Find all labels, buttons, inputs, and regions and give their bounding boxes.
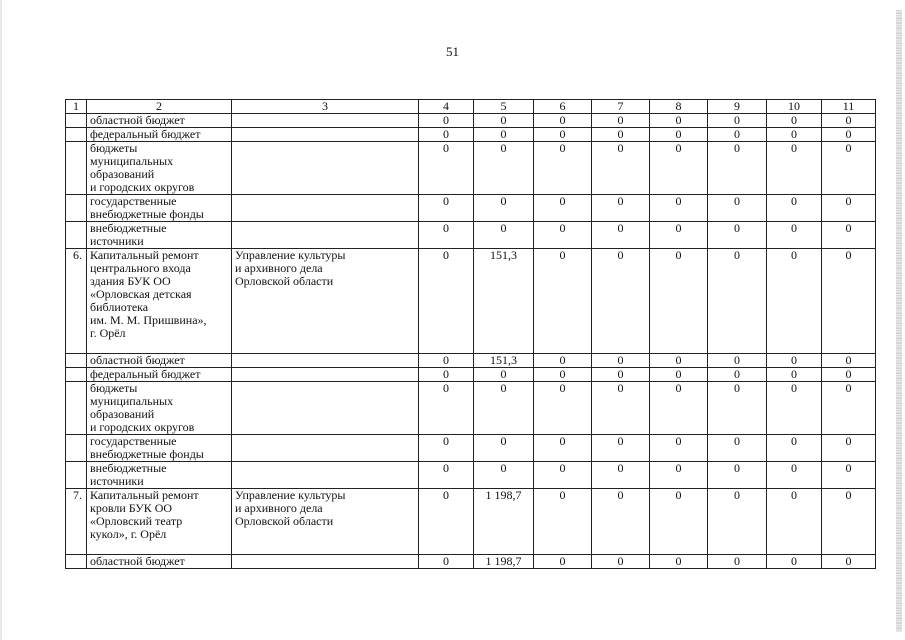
value-cell: 0 [534,489,592,555]
header-cell: 11 [822,100,876,114]
value-cell: 0 [534,382,592,435]
value-cell: 0 [822,249,876,354]
value-cell: 0 [534,368,592,382]
value-cell: 0 [767,222,822,249]
row-name-cell: областной бюджет [87,114,232,128]
value-cell: 0 [767,382,822,435]
value-cell: 0 [650,354,708,368]
value-cell: 0 [650,128,708,142]
value-cell: 0 [474,368,534,382]
value-cell: 0 [708,555,767,569]
value-cell: 0 [419,195,474,222]
header-cell: 8 [650,100,708,114]
value-cell: 0 [708,114,767,128]
budget-table [65,99,876,569]
value-cell: 0 [534,222,592,249]
value-cell: 0 [708,195,767,222]
value-cell: 1 198,7 [474,489,534,555]
value-cell: 0 [419,435,474,462]
value-cell: 0 [822,195,876,222]
value-cell: 0 [822,114,876,128]
header-cell: 1 [66,100,87,114]
header-cell: 9 [708,100,767,114]
value-cell: 0 [592,435,650,462]
value-cell: 0 [419,222,474,249]
value-cell: 0 [534,435,592,462]
row-name-cell: внебюджетные источники [87,222,232,249]
value-cell: 0 [822,489,876,555]
value-cell: 0 [767,249,822,354]
value-cell: 0 [419,489,474,555]
value-cell: 0 [650,195,708,222]
row-org-cell: Управление культуры и архивного дела Орловской области [232,249,419,354]
value-cell: 151,3 [474,249,534,354]
row-org-cell [232,114,419,128]
value-cell: 0 [592,368,650,382]
value-cell: 0 [708,489,767,555]
value-cell: 0 [650,555,708,569]
value-cell: 0 [592,128,650,142]
row-org-cell [232,195,419,222]
row-name-cell: Капитальный ремонт кровли БУК ОО «Орловский театр кукол», г. Орёл [87,489,232,555]
value-cell: 0 [708,462,767,489]
value-cell: 0 [767,555,822,569]
value-cell: 0 [650,382,708,435]
table-row [66,368,876,382]
value-cell: 0 [534,249,592,354]
value-cell: 0 [822,354,876,368]
value-cell: 0 [767,435,822,462]
value-cell: 0 [767,354,822,368]
value-cell: 0 [534,114,592,128]
header-cell: 6 [534,100,592,114]
value-cell: 0 [419,249,474,354]
header-cell: 7 [592,100,650,114]
value-cell: 0 [474,382,534,435]
value-cell: 0 [822,555,876,569]
row-org-cell [232,222,419,249]
row-org-cell [232,555,419,569]
value-cell: 0 [419,142,474,195]
value-cell: 0 [592,489,650,555]
row-index-cell [66,128,87,142]
value-cell: 0 [650,462,708,489]
value-cell: 0 [419,354,474,368]
table-row [66,222,876,249]
row-index-cell: 6. [66,249,87,354]
row-index-cell [66,142,87,195]
value-cell: 0 [767,114,822,128]
value-cell: 0 [822,462,876,489]
row-name-cell: Капитальный ремонт центрального входа здания БУК ОО «Орловская детская библиотека им. М. М. Пришвина», г. Орёл [87,249,232,354]
table-row [66,462,876,489]
value-cell: 0 [650,368,708,382]
value-cell: 0 [767,195,822,222]
row-index-cell [66,354,87,368]
value-cell: 0 [592,195,650,222]
value-cell: 0 [474,222,534,249]
row-index-cell [66,114,87,128]
row-index-cell [66,382,87,435]
header-cell: 2 [87,100,232,114]
row-org-cell [232,462,419,489]
value-cell: 0 [767,489,822,555]
header-cell: 10 [767,100,822,114]
value-cell: 0 [822,382,876,435]
value-cell: 0 [650,114,708,128]
value-cell: 0 [419,555,474,569]
header-cell: 3 [232,100,419,114]
value-cell: 0 [822,128,876,142]
table-row [66,489,876,555]
row-name-cell: бюджеты муниципальных образований и городских округов [87,382,232,435]
value-cell: 0 [767,142,822,195]
value-cell: 0 [592,222,650,249]
page-number: 51 [446,44,459,59]
row-index-cell [66,222,87,249]
value-cell: 0 [419,114,474,128]
value-cell: 0 [474,114,534,128]
value-cell: 0 [474,128,534,142]
header-cell: 5 [474,100,534,114]
row-org-cell: Управление культуры и архивного дела Орловской области [232,489,419,555]
value-cell: 0 [708,142,767,195]
value-cell: 0 [708,368,767,382]
value-cell: 0 [419,382,474,435]
value-cell: 0 [822,368,876,382]
value-cell: 0 [592,142,650,195]
value-cell: 0 [592,462,650,489]
row-org-cell [232,368,419,382]
row-org-cell [232,354,419,368]
row-org-cell [232,128,419,142]
value-cell: 151,3 [474,354,534,368]
value-cell: 0 [708,249,767,354]
value-cell: 0 [822,435,876,462]
value-cell: 0 [474,195,534,222]
value-cell: 0 [534,354,592,368]
value-cell: 0 [419,368,474,382]
row-index-cell [66,435,87,462]
value-cell: 0 [708,382,767,435]
row-name-cell: внебюджетные источники [87,462,232,489]
value-cell: 0 [534,555,592,569]
row-index-cell [66,368,87,382]
value-cell: 0 [419,128,474,142]
value-cell: 0 [419,462,474,489]
value-cell: 0 [822,142,876,195]
value-cell: 0 [474,142,534,195]
value-cell: 0 [822,222,876,249]
row-name-cell: федеральный бюджет [87,368,232,382]
value-cell: 0 [474,462,534,489]
table-row [66,555,876,569]
value-cell: 0 [708,354,767,368]
table-row [66,128,876,142]
row-org-cell [232,435,419,462]
value-cell: 0 [650,249,708,354]
value-cell: 0 [534,128,592,142]
value-cell: 0 [592,114,650,128]
table-body [66,100,876,569]
value-cell: 0 [767,462,822,489]
table-header-row [66,100,876,114]
row-name-cell: государственные внебюджетные фонды [87,435,232,462]
header-cell: 4 [419,100,474,114]
row-name-cell: государственные внебюджетные фонды [87,195,232,222]
value-cell: 0 [708,435,767,462]
value-cell: 0 [708,128,767,142]
row-org-cell [232,142,419,195]
row-index-cell: 7. [66,489,87,555]
value-cell: 1 198,7 [474,555,534,569]
row-name-cell: областной бюджет [87,555,232,569]
value-cell: 0 [708,222,767,249]
table-row [66,435,876,462]
value-cell: 0 [650,489,708,555]
value-cell: 0 [474,435,534,462]
value-cell: 0 [592,354,650,368]
table-row [66,249,876,354]
row-org-cell [232,382,419,435]
value-cell: 0 [534,142,592,195]
table-row [66,142,876,195]
table-row [66,114,876,128]
value-cell: 0 [534,195,592,222]
row-index-cell [66,195,87,222]
table-row [66,354,876,368]
value-cell: 0 [592,249,650,354]
row-name-cell: бюджеты муниципальных образований и городских округов [87,142,232,195]
value-cell: 0 [650,435,708,462]
value-cell: 0 [592,555,650,569]
table-row [66,382,876,435]
row-name-cell: областной бюджет [87,354,232,368]
value-cell: 0 [767,368,822,382]
value-cell: 0 [767,128,822,142]
value-cell: 0 [650,222,708,249]
table-row [66,195,876,222]
value-cell: 0 [592,382,650,435]
value-cell: 0 [534,462,592,489]
scan-left-edge [0,0,2,640]
value-cell: 0 [650,142,708,195]
scan-right-edge [896,10,902,632]
row-index-cell [66,462,87,489]
row-name-cell: федеральный бюджет [87,128,232,142]
row-index-cell [66,555,87,569]
